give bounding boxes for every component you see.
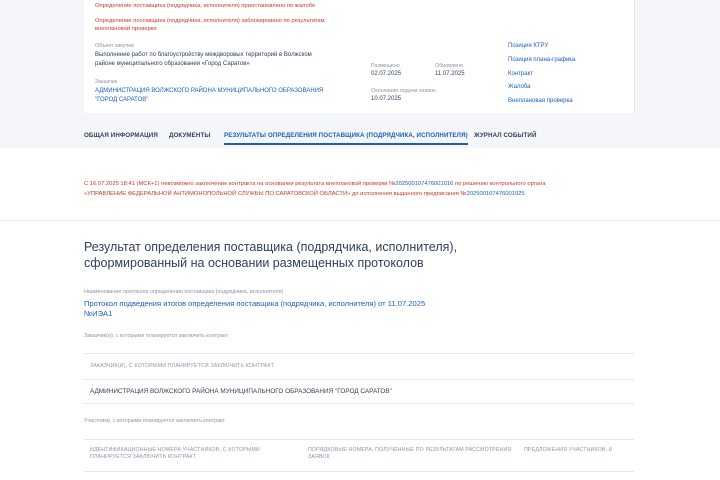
tab-bar	[0, 128, 720, 148]
tab-event-log[interactable]: ЖУРНАЛ СОБЫТИЙ	[474, 132, 537, 139]
protocol-label: Наименование протокола определения поставщика (подрядчика, исполнителя)	[84, 289, 284, 295]
tab-results[interactable]: РЕЗУЛЬТАТЫ ОПРЕДЕЛЕНИЯ ПОСТАВЩИКА (ПОДРЯДЧИКА, ИСПОЛНИТЕЛЯ)	[224, 132, 468, 145]
block-warning-line1: Определение поставщика (подрядчика, исполнителя) заблокировано по результатам	[95, 18, 325, 24]
order-number-column-header	[308, 447, 511, 461]
side-link-ktru[interactable]: Позиция КТРУ	[508, 43, 549, 49]
protocol-link[interactable]	[84, 299, 504, 319]
inspection-number-link[interactable]: 202500107476001016	[395, 181, 454, 187]
customers-column-header: ЗАКАЗЧИК(И), С КОТОРЫМИ ПЛАНИРУЕТСЯ ЗАКЛЮЧИТЬ КОНТРАКТ	[90, 363, 275, 369]
placed-value: 02.07.2025	[371, 71, 402, 77]
side-link-contract[interactable]: Контракт	[508, 71, 534, 77]
deadline-label: Окончание подачи заявок	[371, 88, 436, 94]
object-label: Объект закупки	[95, 43, 134, 49]
protocol-link-line2[interactable]: №ИЭА1	[84, 309, 113, 318]
customer-link-line1[interactable]: АДМИНИСТРАЦИЯ ВОЛЖСКОГО РАЙОНА МУНИЦИПАЛЬНОГО ОБРАЗОВАНИЯ	[95, 88, 324, 94]
tab-documents[interactable]: ДОКУМЕНТЫ	[169, 132, 211, 139]
protocol-link-line1[interactable]: Протокол подведения итогов определения поставщика (подрядчика, исполнителя) от 11.07.2025	[84, 299, 426, 308]
placed-label: Размещено	[371, 63, 400, 69]
side-link-inspection[interactable]: Внеплановая проверка	[508, 98, 573, 104]
header-line: ПОРЯДКОВЫЕ НОМЕРА, ПОЛУЧЕННЫЕ ПО РЕЗУЛЬТАТАМ РАССМОТРЕНИЯ	[308, 447, 512, 453]
side-link-plan-position[interactable]: Позиция плана-графика	[508, 57, 576, 63]
complaint-warning: Определение поставщика (подрядчика, исполнителя) приостановлено по жалобе	[95, 3, 316, 9]
offers-column-header	[524, 447, 612, 454]
participants-table-header	[84, 439, 634, 472]
header-line: ПЛАНИРУЕТСЯ ЗАКЛЮЧИТЬ КОНТРАКТ	[90, 454, 197, 460]
alert-text: по решению контрольного органа	[453, 181, 546, 187]
alert-line1	[84, 181, 545, 187]
participant-id-column-header	[90, 447, 260, 461]
deadline-value: 10.07.2025	[371, 96, 402, 102]
header-line: ПРЕДЛОЖЕНИЯ УЧАСТНИКОВ, ₽	[524, 447, 613, 453]
object-value-line1: Выполнение работ по благоустройству междворовых территорий в Волжском	[95, 52, 312, 58]
customer-name: АДМИНИСТРАЦИЯ ВОЛЖСКОГО РАЙОНА МУНИЦИПАЛЬНОГО ОБРАЗОВАНИЯ "ГОРОД САРАТОВ"	[90, 388, 392, 395]
alert-text: С 16.07.2025 18:41 (МСК+1) невозможно заключение контракта на основании результата внеплановой проверки №	[84, 181, 396, 187]
updated-value: 11.07.2025	[435, 71, 465, 77]
customer-link-line2[interactable]: "ГОРОД САРАТОВ"	[95, 97, 149, 103]
result-title: Результат определения поставщика (подрядчика, исполнителя), сформированный на основании размещенных протоколов	[84, 240, 458, 270]
updated-label: Обновлено	[435, 63, 464, 69]
order-number-link[interactable]: 202500107476001025	[466, 191, 525, 197]
customers-table-header	[84, 353, 634, 380]
customer-label: Заказчик	[95, 79, 118, 85]
header-line: ЗАЯВОК	[308, 454, 330, 460]
block-warning-line2: внеплановой проверки	[95, 26, 157, 32]
alert-text: «УПРАВЛЕНИЕ ФЕДЕРАЛЬНОЙ АНТИМОНОПОЛЬНОЙ СЛУЖБЫ ПО САРАТОВСКОЙ ОБЛАСТИ» до исполнения выданного предписания №	[84, 191, 467, 197]
table-row	[84, 379, 634, 404]
customers-section-label: Заказчик(и), с которыми планируется заключить контракт	[84, 333, 228, 339]
contract-alert	[0, 148, 720, 221]
side-link-complaint[interactable]: Жалоба	[508, 84, 531, 90]
participants-section-label: Участники, с которыми планируется заключить контракт	[84, 418, 225, 424]
header-line: ИДЕНТИФИКАЦИОННЫЕ НОМЕРА УЧАСТНИКОВ, С КОТОРЫМИ	[90, 447, 260, 453]
tab-general-info[interactable]: ОБЩАЯ ИНФОРМАЦИЯ	[84, 132, 158, 139]
alert-line2	[84, 191, 525, 197]
object-value-line2: районе муниципального образования «Город Саратов»	[95, 61, 250, 67]
